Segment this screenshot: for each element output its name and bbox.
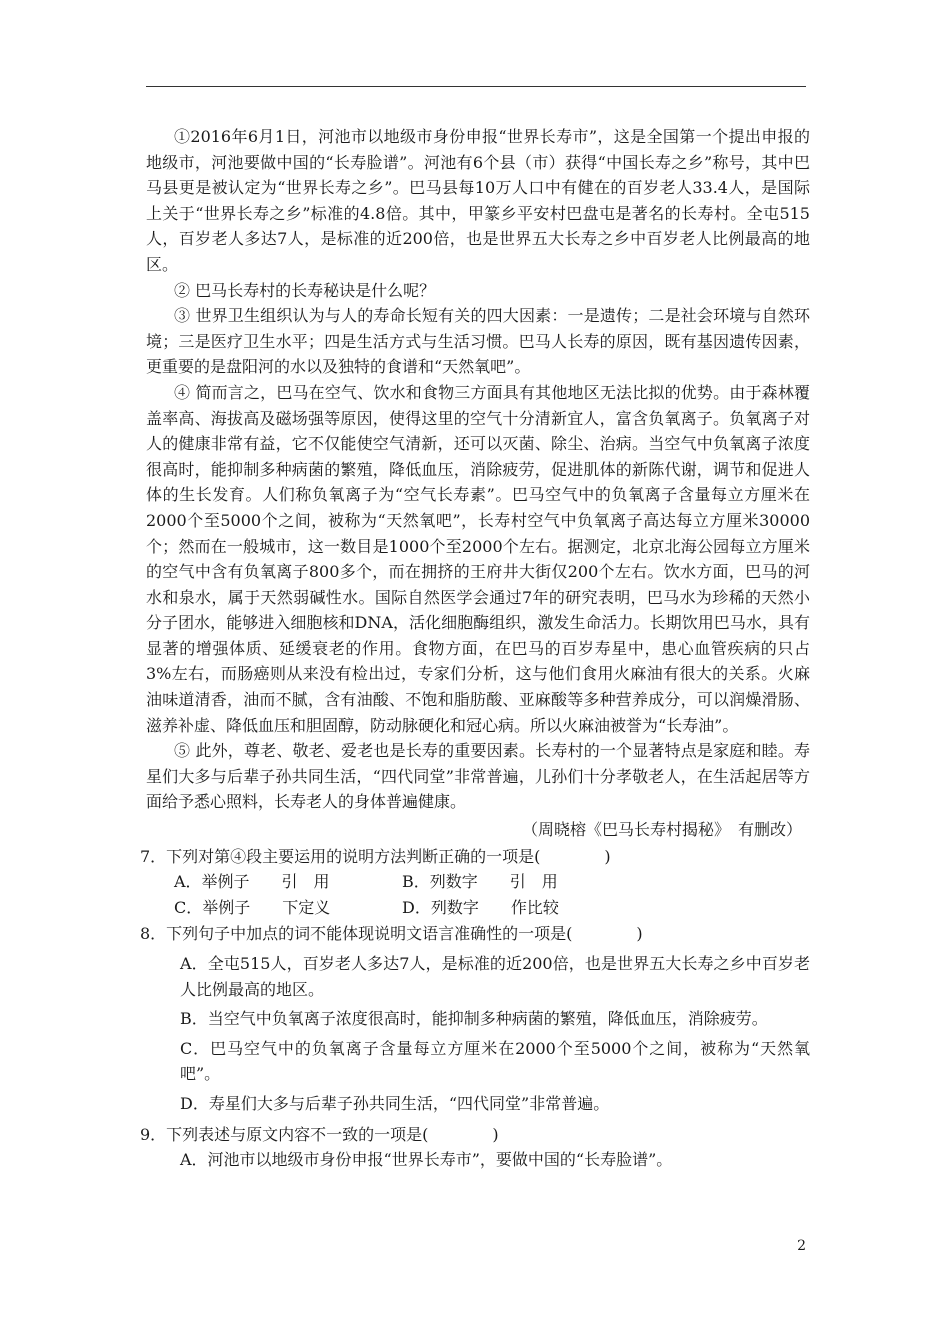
question-8-option-d: D．寿星们大多与后辈子孙共同生活，“四代同堂”非常普遍。: [180, 1093, 610, 1113]
question-8-stem: 8．下列句子中加点的词不能体现说明文语言准确性的一项是( ): [140, 924, 643, 944]
question-9-stem: 9．下列表述与原文内容不一致的一项是( ): [140, 1124, 499, 1144]
header-rule: [146, 86, 806, 87]
question-8-option-a: A．全屯515人，百岁老人多达7人，是标准的近200倍，也是世界五大长寿之乡中百岁老人比例最高的地区。: [180, 954, 810, 999]
paragraph-2: ② 巴马长寿村的长寿秘诀是什么呢？: [174, 280, 436, 300]
question-7-stem: 7．下列对第④段主要运用的说明方法判断正确的一项是( ): [140, 846, 611, 866]
question-7-option-b: B．列数字 引 用: [402, 872, 558, 892]
page-number: 2: [797, 1238, 806, 1254]
question-7: [140, 844, 810, 921]
source-citation: （周晓榕《巴马长寿村揭秘》 有删改）: [521, 820, 802, 840]
question-8-options: [180, 951, 810, 1121]
paragraph-4: ④ 简而言之，巴马在空气、饮水和食物三方面具有其他地区无法比拟的优势。由于森林覆盖率高、海拔高及磁场强等原因，使得这里的空气十分清新宜人，富含负氧离子。负氧离子对人的健康非常有益，它不仅能使空气清新，还可以灭菌、除尘、治病。当空气中负氧离子浓度很高时，能抑制多种病菌的繁殖，降低血压，消除疲劳，促进肌体的新陈代谢，调节和促进人体的生长发育。人们称负氧离子为“空气长寿素”。巴马空气中的负氧离子含量每立方厘米在2000个至5000个之间，被称为“天然氧吧”，长寿村空气中负氧离子高达每立方厘米30000个；然而在一般城市，这一数目是1000个至2000个左右。据测定，北京北海公园每立方厘米的空气中含有负氧离子800多个，而在拥挤的王府井大街仅200个左右。饮水方面，巴马的河水和泉水，属于天然弱碱性水。国际自然医学会通过7年的研究表明，巴马水为珍稀的天然小分子团水，能够进入细胞核和DNA，活化细胞酶组织，激发生命活力。长期饮用巴马水，具有显著的增强体质、延缓衰老的作用。食物方面，在巴马的百岁寿星中，患心血管疾病的只占3%左右，而肠癌则从来没有检出过，专家们分析，这与他们食用火麻油有很大的关系。火麻油味道清香，油而不腻，含有油酸、不饱和脂肪酸、亚麻酸等多种营养成分，可以润燥滑肠、滋养补虚、降低血压和胆固醇，防动脉硬化和冠心病。所以火麻油被誉为“长寿油”。: [146, 382, 810, 735]
question-8: [140, 921, 810, 1120]
page-content: [140, 124, 810, 1177]
question-7-options: [174, 869, 810, 920]
question-9: [140, 1122, 810, 1177]
question-9-options: [180, 1147, 810, 1177]
question-7-option-c: C．举例子 下定义: [174, 897, 331, 917]
question-7-option-d: D．列数字 作比较: [402, 897, 559, 917]
question-8-option-b: B．当空气中负氧离子浓度很高时，能抑制多种病菌的繁殖，降低血压，消除疲劳。: [180, 1009, 768, 1029]
question-7-option-a: A．举例子 引 用: [174, 872, 330, 892]
question-9-option-a: A．河池市以地级市身份申报“世界长寿市”，要做中国的“长寿脸谱”。: [180, 1150, 673, 1170]
question-8-option-c: C．巴马空气中的负氧离子含量每立方厘米在2000个至5000个之间，被称为“天然氧吧”。: [180, 1038, 810, 1084]
paragraph-3: ③ 世界卫生组织认为与人的寿命长短有关的四大因素：一是遗传；二是社会环境与自然环境；三是医疗卫生水平；四是生活方式与生活习惯。巴马人长寿的原因，既有基因遗传因素，更重要的是盘阳河的水以及独特的食谱和“天然氧吧”。: [146, 306, 810, 377]
paragraph-5: ⑤ 此外，尊老、敬老、爱老也是长寿的重要因素。长寿村的一个显著特点是家庭和睦。寿星们大多与后辈子孙共同生活，“四代同堂”非常普遍，儿孙们十分孝敬老人，在生活起居等方面给予悉心照料，长寿老人的身体普遍健康。: [146, 741, 810, 812]
paragraph-1: ①2016年6月1日，河池市以地级市身份申报“世界长寿市”，这是全国第一个提出申报的地级市，河池要做中国的“长寿脸谱”。河池有6个县（市）获得“中国长寿之乡”称号，其中巴马县更是被认定为“世界长寿之乡”。巴马县每10万人口中有健在的百岁老人33.4人，是国际上关于“世界长寿之乡”标准的4.8倍。其中，甲篆乡平安村巴盘屯是著名的长寿村。全屯515人，百岁老人多达7人，是标准的近200倍，也是世界五大长寿之乡中百岁老人比例最高的地区。: [146, 127, 810, 274]
